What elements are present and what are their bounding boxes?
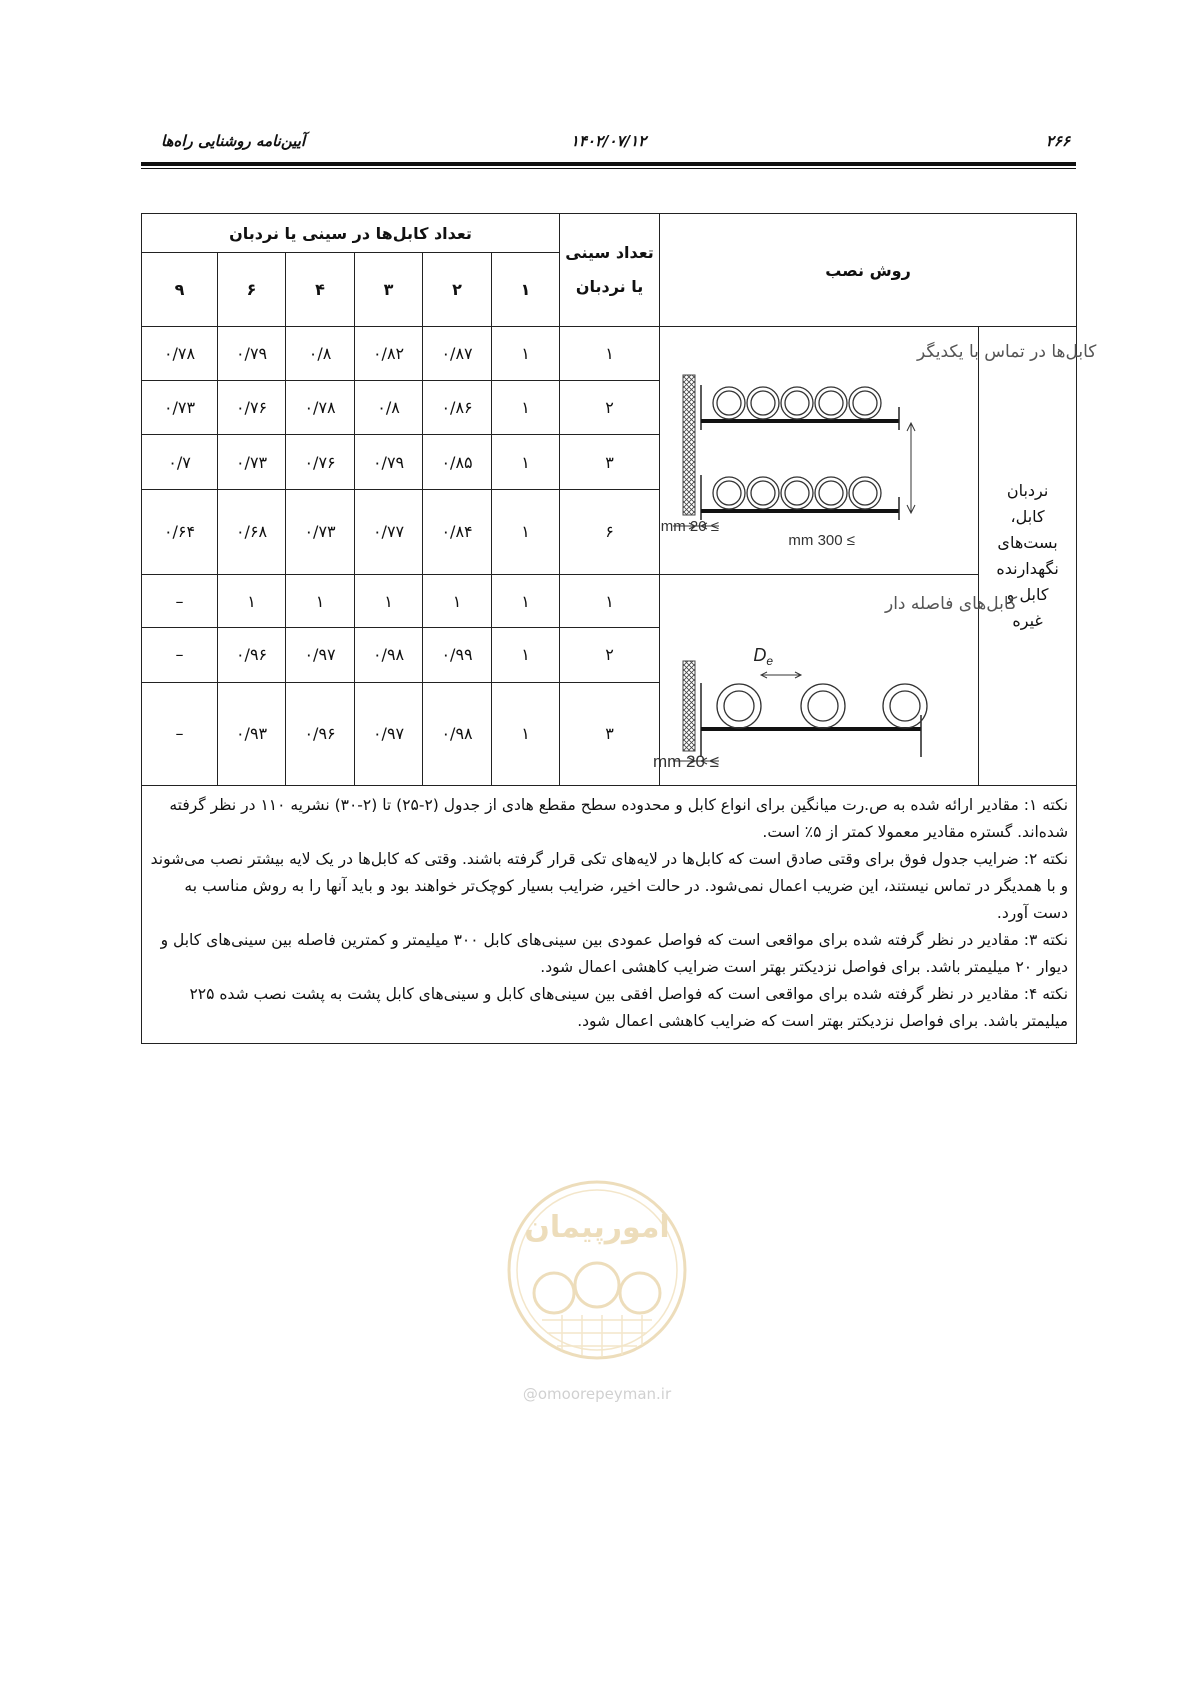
- header-date: ۱۴۰۲/۰۷/۱۲: [570, 132, 647, 150]
- tray-upper: [701, 385, 899, 430]
- tray-count: ۲: [560, 628, 660, 682]
- table-cell: ۰/۹۶: [218, 628, 286, 682]
- table-row: [142, 575, 1077, 628]
- dim-wall-spaced: ≥ 20 mm: [653, 752, 720, 771]
- caption-spaced: کابل‌های فاصله دار: [885, 594, 1018, 614]
- table-cell: ۰/۷۳: [218, 435, 286, 489]
- note-2: نکته ۲: ضرایب جدول فوق برای وقتی صادق است که کابل‌ها در لایه‌های تکی قرار گرفته باشند. وقتی که کابل‌ها در یک لایه بیشتر نصب می‌شوند و با همدیگر در تماس نیستند، این ضریب اعمال نمی‌شود. در حالت اخیر، ضرایب بسیار کوچک‌تر خواهند بود و باید آنها را به روش مناسب به دست آورد.: [150, 850, 1069, 922]
- table-cell: ۰/۶۴: [142, 489, 218, 574]
- table-cell: ۰/۶۸: [218, 489, 286, 574]
- table-cell: ۰/۷۸: [142, 327, 218, 381]
- table-cell: ۰/۹۶: [286, 682, 355, 786]
- cable-count-2: ۲: [423, 253, 492, 327]
- table-cell: ۰/۹۸: [355, 628, 423, 682]
- trays-header: تعداد سینی یا نردبان: [560, 214, 660, 327]
- tray-lower: [701, 475, 899, 520]
- table-cell: –: [142, 628, 218, 682]
- table-cell: ۰/۸: [286, 327, 355, 381]
- cable-count-1: ۱: [492, 253, 560, 327]
- tray-count: ۳: [560, 435, 660, 489]
- tray-count: ۱: [560, 327, 660, 381]
- cable-count-3: ۳: [355, 253, 423, 327]
- wall: [683, 661, 695, 751]
- watermark-logo: [502, 1175, 692, 1415]
- table-cell: ۱: [492, 327, 560, 381]
- header-rule-thin: [141, 168, 1076, 169]
- table-cell: ۰/۸۲: [355, 327, 423, 381]
- table-cell: ۰/۷۹: [218, 327, 286, 381]
- table-cell: ۰/۸۶: [423, 381, 492, 435]
- cable-count-9: ۹: [142, 253, 218, 327]
- table-cell: ۰/۸۴: [423, 489, 492, 574]
- table-cell: ۰/۷۶: [286, 435, 355, 489]
- table-cell: ۰/۸۵: [423, 435, 492, 489]
- watermark-url: @omoorepeyman.ir: [522, 1385, 672, 1403]
- table-cell: –: [142, 575, 218, 628]
- table-cell: ۱: [492, 628, 560, 682]
- figure-spaced: [653, 575, 1018, 786]
- cables-header: تعداد کابل‌ها در سینی یا نردبان: [142, 214, 560, 253]
- table-cell: ۰/۷۳: [142, 381, 218, 435]
- page-number: ۲۶۶: [1045, 132, 1070, 150]
- table-cell: ۰/۹۷: [355, 682, 423, 786]
- note-3: نکته ۳: مقادیر در نظر گرفته شده برای مواقعی است که فواصل عمودی بین سینی‌های کابل ۳۰۰ میلیمتر و کمترین فاصله بین سینی‌های کابل و دیوار ۲۰ میلیمتر باشد. برای فواصل نزدیکتر بهتر است ضرایب کاهشی اعمال شود.: [160, 931, 1069, 976]
- table-cell: –: [142, 682, 218, 786]
- cables-spaced-diagram: [653, 575, 1018, 785]
- spaced-cables: [717, 684, 927, 728]
- method-label: نردبان کابل، بست‌های نگهدارنده کابل و غیره: [979, 327, 1077, 786]
- table-cell: ۰/۷۶: [218, 381, 286, 435]
- table-cell: ۰/۷: [142, 435, 218, 489]
- page-header: [141, 128, 1076, 162]
- table-cell: ۰/۸: [355, 381, 423, 435]
- watermark-brand: امورپیمان: [524, 1210, 670, 1245]
- table-cell: ۰/۹۹: [423, 628, 492, 682]
- table-cell: ۰/۹۳: [218, 682, 286, 786]
- table-cell: ۱: [492, 682, 560, 786]
- table-cell: ۰/۷۷: [355, 489, 423, 574]
- table-cell: ۱: [423, 575, 492, 628]
- tray-count: ۲: [560, 381, 660, 435]
- table-cell: ۱: [355, 575, 423, 628]
- header-rule-thick: [141, 162, 1076, 166]
- table-cell: ۰/۸۷: [423, 327, 492, 381]
- tray-count: ۶: [560, 489, 660, 574]
- method-header: روش نصب: [660, 214, 1077, 327]
- table-cell: ۰/۷۸: [286, 381, 355, 435]
- tray-count: ۱: [560, 575, 660, 628]
- de-label: $D_e$: [753, 645, 774, 668]
- table-cell: ۱: [492, 435, 560, 489]
- notes-row: [142, 786, 1077, 1044]
- table-cell: ۱: [218, 575, 286, 628]
- notes-cell: [142, 786, 1077, 1044]
- caption-touching: کابل‌ها در تماس با یکدیگر: [917, 342, 1097, 362]
- cable-count-4: ۴: [286, 253, 355, 327]
- table-cell: ۰/۷۳: [286, 489, 355, 574]
- cable-count-6: ۶: [218, 253, 286, 327]
- table-cell: ۱: [492, 575, 560, 628]
- note-1: نکته ۱: مقادیر ارائه شده به ص.رت میانگین برای انواع کابل و محدوده سطح مقطع هادی از جدول (۲-۲۵) تا (۲-۳۰) نشریه ۱۱۰ در نظر گرفته شده‌اند. گستره مقادیر معمولا کمتر از ۵٪ است.: [169, 796, 1069, 841]
- note-4: نکته ۴: مقادیر در نظر گرفته شده برای مواقعی است که فواصل افقی بین سینی‌های کابل و سینی‌های کابل پشت به پشت نصب شده ۲۲۵ میلیمتر باشد. برای فواصل نزدیکتر بهتر است که ضرایب کاهشی اعمال شود.: [189, 985, 1069, 1030]
- table-cell: ۱: [492, 381, 560, 435]
- table-cell: ۱: [492, 489, 560, 574]
- table-cell: ۰/۷۹: [355, 435, 423, 489]
- table-cell: ۰/۹۷: [286, 628, 355, 682]
- running-title: آیین‌نامه روشنایی راه‌ها: [161, 132, 306, 150]
- dim-vertical: ≥ 300 mm: [788, 532, 856, 549]
- table-cell: ۱: [286, 575, 355, 628]
- table-row: [142, 327, 1077, 381]
- wall: [683, 375, 695, 515]
- tray-count: ۳: [560, 682, 660, 786]
- dim-wall-touching: ≥ 20 mm: [660, 518, 720, 535]
- derating-table: [141, 213, 1097, 1044]
- table-cell: ۰/۹۸: [423, 682, 492, 786]
